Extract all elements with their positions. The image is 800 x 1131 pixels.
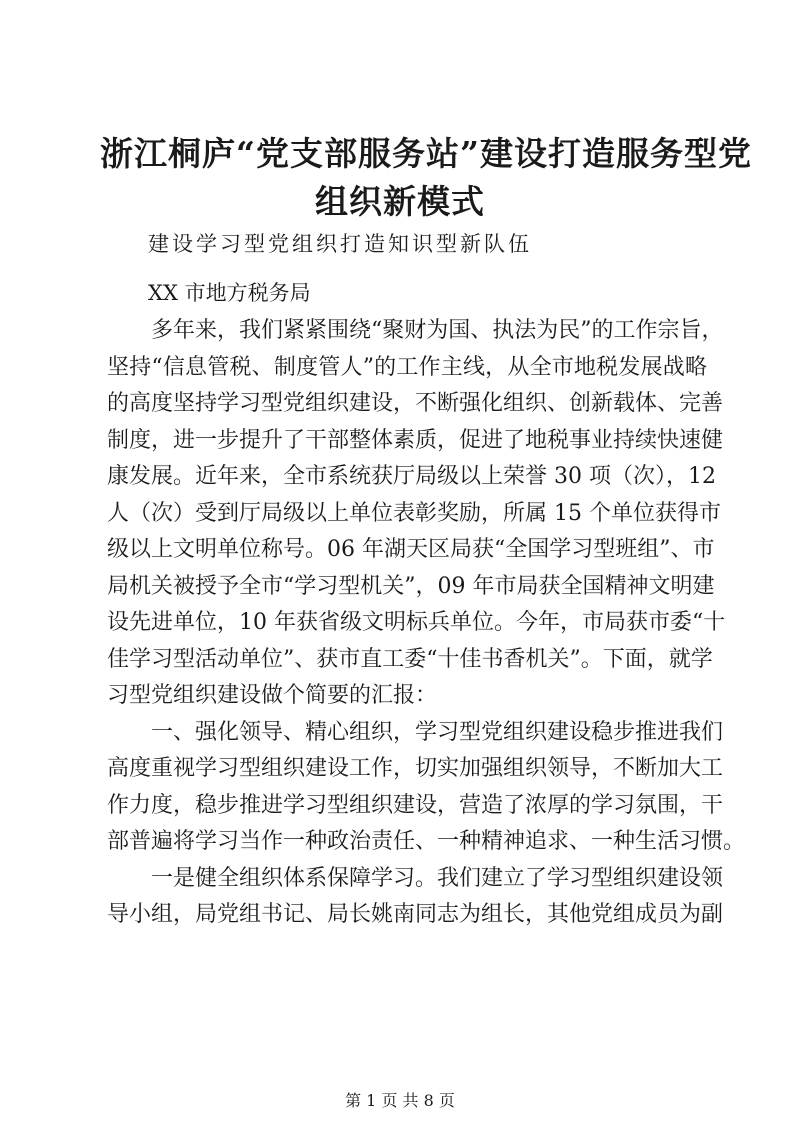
title-line: 组织新模式 [315, 182, 485, 221]
document-body [107, 313, 746, 934]
document-title [100, 130, 752, 226]
organization-name: XX 市地方税务局 [148, 281, 311, 305]
text-line: 人（次）受到厅局级以上单位表彰奖励，所属 15 个单位获得市 [107, 500, 721, 526]
text-line: 坚持“信息管税、制度管人”的工作主线，从全市地税发展战略 [107, 354, 707, 380]
text-line: 局机关被授予全市“学习型机关”，09 年市局获全国精神文明建 [107, 573, 715, 599]
text-line: 导小组，局党组书记、局长姚南同志为组长，其他党组成员为副 [107, 902, 724, 927]
text-line: 高度重视学习型组织建设工作，切实加强组织领导，不断加大工 [107, 756, 724, 781]
text-line: 一是健全组织体系保障学习。我们建立了学习型组织建设领 [151, 865, 724, 891]
text-line: 部普遍将学习当作一种政治责任、一种精神追求、一种生活习惯。 [107, 829, 746, 854]
text-line: 习型党组织建设做个简要的汇报： [107, 683, 438, 708]
text-line: 设先进单位，10 年获省级文明标兵单位。今年，市局获市委“十 [107, 610, 726, 635]
text-line: 一、强化领导、精心组织，学习型党组织建设稳步推进我们 [151, 719, 724, 745]
text-line: 作力度，稳步推进学习型组织建设，营造了浓厚的学习氛围，干 [107, 792, 724, 818]
text-line: 级以上文明单位称号。06 年湖天区局获“全国学习型班组”、市 [107, 537, 715, 562]
title-line: 浙江桐庐“党支部服务站”建设打造服务型党 [100, 134, 752, 173]
text-line: 佳学习型活动单位”、获市直工委“十佳书香机关”。下面，就学 [107, 646, 713, 672]
text-line: 制度，进一步提升了干部整体素质，促进了地税事业持续快速健 [107, 427, 724, 453]
document-subtitle: 建设学习型党组织打造知识型新队伍 [148, 232, 532, 256]
page-footer: 第 1 页 共 8 页 [345, 1091, 455, 1110]
paragraph-section-one [107, 715, 746, 861]
paragraph-organization [107, 861, 724, 934]
text-line: 的高度坚持学习型党组织建设，不断强化组织、创新载体、完善 [107, 391, 724, 416]
paragraph-intro [107, 313, 726, 715]
text-line: 多年来，我们紧紧围绕“聚财为国、执法为民”的工作宗旨， [151, 318, 724, 343]
text-line: 康发展。近年来，全市系统获厅局级以上荣誉 30 项（次），12 [107, 464, 716, 489]
